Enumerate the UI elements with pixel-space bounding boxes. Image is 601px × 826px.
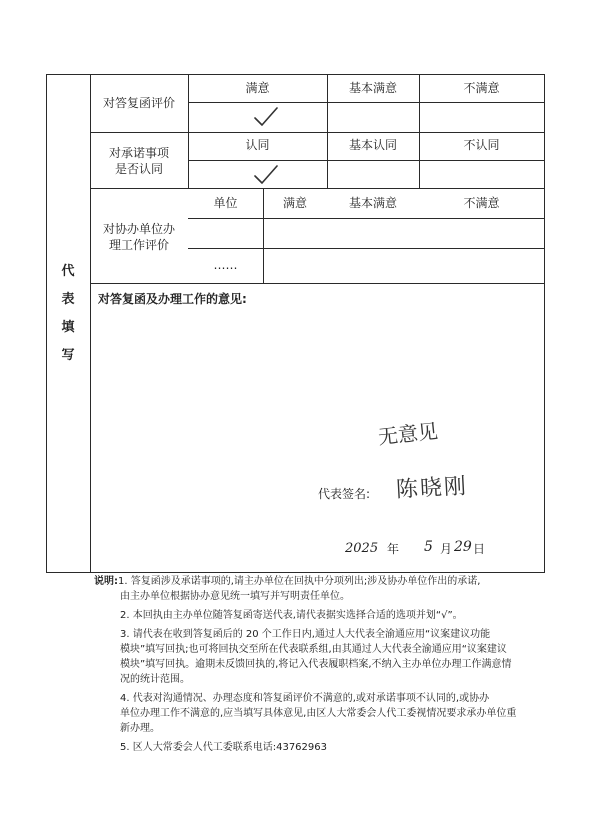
signature[interactable]: 陈晓刚 [395, 474, 469, 503]
note-line: 况的统计范围。 [120, 674, 190, 685]
column-header-basically-satisfied: 基本满意 [348, 196, 397, 210]
note-line: 4. 代表对沟通情况、办理态度和答复函评价不满意的,或对承诺事项不认同的,或协办 [120, 693, 490, 704]
column-header-unit: 单位 [213, 196, 238, 210]
section-label [48, 260, 88, 370]
row-label-commitment-line1: 对承诺事项 [108, 146, 169, 160]
notes-lead: 说明: [94, 576, 118, 587]
checkmark-icon [253, 106, 279, 128]
column-header-unsatisfied: 不满意 [463, 196, 500, 210]
section-label-char: 表 [61, 292, 75, 307]
option-basically-satisfied[interactable]: 基本满意 [348, 81, 397, 95]
table-right-border [544, 74, 545, 573]
note-line: 新办理。 [120, 723, 160, 734]
row-label-reply-eval: 对答复函评价 [102, 96, 175, 110]
column-header-satisfied: 满意 [282, 196, 307, 210]
note-line: 由主办单位根据协办意见统一填写并写明责任单位。 [120, 591, 350, 602]
option-disagree[interactable]: 不认同 [463, 138, 500, 152]
row-label-co-unit-line1: 对协办单位办 [102, 222, 175, 236]
table-left-border [46, 74, 47, 573]
date-day[interactable]: 29 [454, 539, 472, 555]
cell-divider [188, 218, 545, 219]
note-item-1 [94, 574, 556, 604]
date-month[interactable]: 5 [424, 539, 433, 555]
unit-ellipsis: …… [213, 258, 238, 272]
section-label-char: 写 [61, 348, 75, 363]
handwritten-opinion[interactable]: 无意见 [376, 418, 440, 450]
row-divider [90, 188, 545, 189]
opinion-heading: 对答复函及办理工作的意见: [98, 292, 247, 306]
note-line: 模块”填写回执。逾期未反馈回执的,将记入代表履职档案,不纳入主办单位办理工作满意情 [120, 659, 512, 670]
row-divider [90, 132, 545, 133]
date-month-suffix: 月 [440, 542, 453, 556]
note-line: 1. 答复函涉及承诺事项的,请主办单位在回执中分项列出;涉及协办单位作出的承诺, [118, 576, 481, 587]
row-divider [90, 283, 545, 284]
section-label-char: 代 [61, 264, 75, 279]
row-label-co-unit-line2: 理工作评价 [108, 238, 169, 252]
note-line: 5. 区人大常委会人代工委联系电话:43762963 [120, 742, 327, 753]
row-label-commitment-line2: 是否认同 [114, 162, 163, 176]
table-bottom-border [46, 572, 545, 573]
table-top-border [46, 74, 545, 75]
note-item-3 [94, 627, 556, 687]
option-unsatisfied[interactable]: 不满意 [463, 81, 500, 95]
cell-divider [188, 248, 545, 249]
option-satisfied[interactable]: 满意 [245, 81, 270, 95]
checkmark-icon [253, 164, 279, 186]
note-line: 单位办理工作不满意的,应当填写具体意见,由区人大常委会人代工委视情况要求承办单位重 [120, 708, 517, 719]
date-year[interactable]: 2025 [345, 541, 379, 556]
note-line: 模块”填写回执;也可将回执交至所在代表联系组,由其通过人大代表全渝通应用“议案建议 [120, 644, 507, 655]
note-item-2 [94, 608, 556, 623]
note-line: 2. 本回执由主办单位随答复函寄送代表,请代表据实选择合适的选项并划“√”。 [120, 610, 463, 621]
cell-divider [188, 160, 545, 161]
signature-label: 代表签名: [318, 487, 371, 501]
option-agree[interactable]: 认同 [245, 138, 270, 152]
note-item-5 [94, 740, 556, 755]
section-label-char: 填 [61, 320, 75, 335]
notes-section [94, 574, 556, 759]
cell-divider [188, 102, 545, 103]
date-day-suffix: 日 [473, 542, 486, 556]
date-year-suffix: 年 [387, 542, 400, 556]
note-item-4 [94, 691, 556, 736]
note-line: 3. 请代表在收到答复函后的 20 个工作日内,通过人大代表全渝通应用“议案建议功能 [120, 629, 491, 640]
option-basically-agree[interactable]: 基本认同 [348, 138, 397, 152]
